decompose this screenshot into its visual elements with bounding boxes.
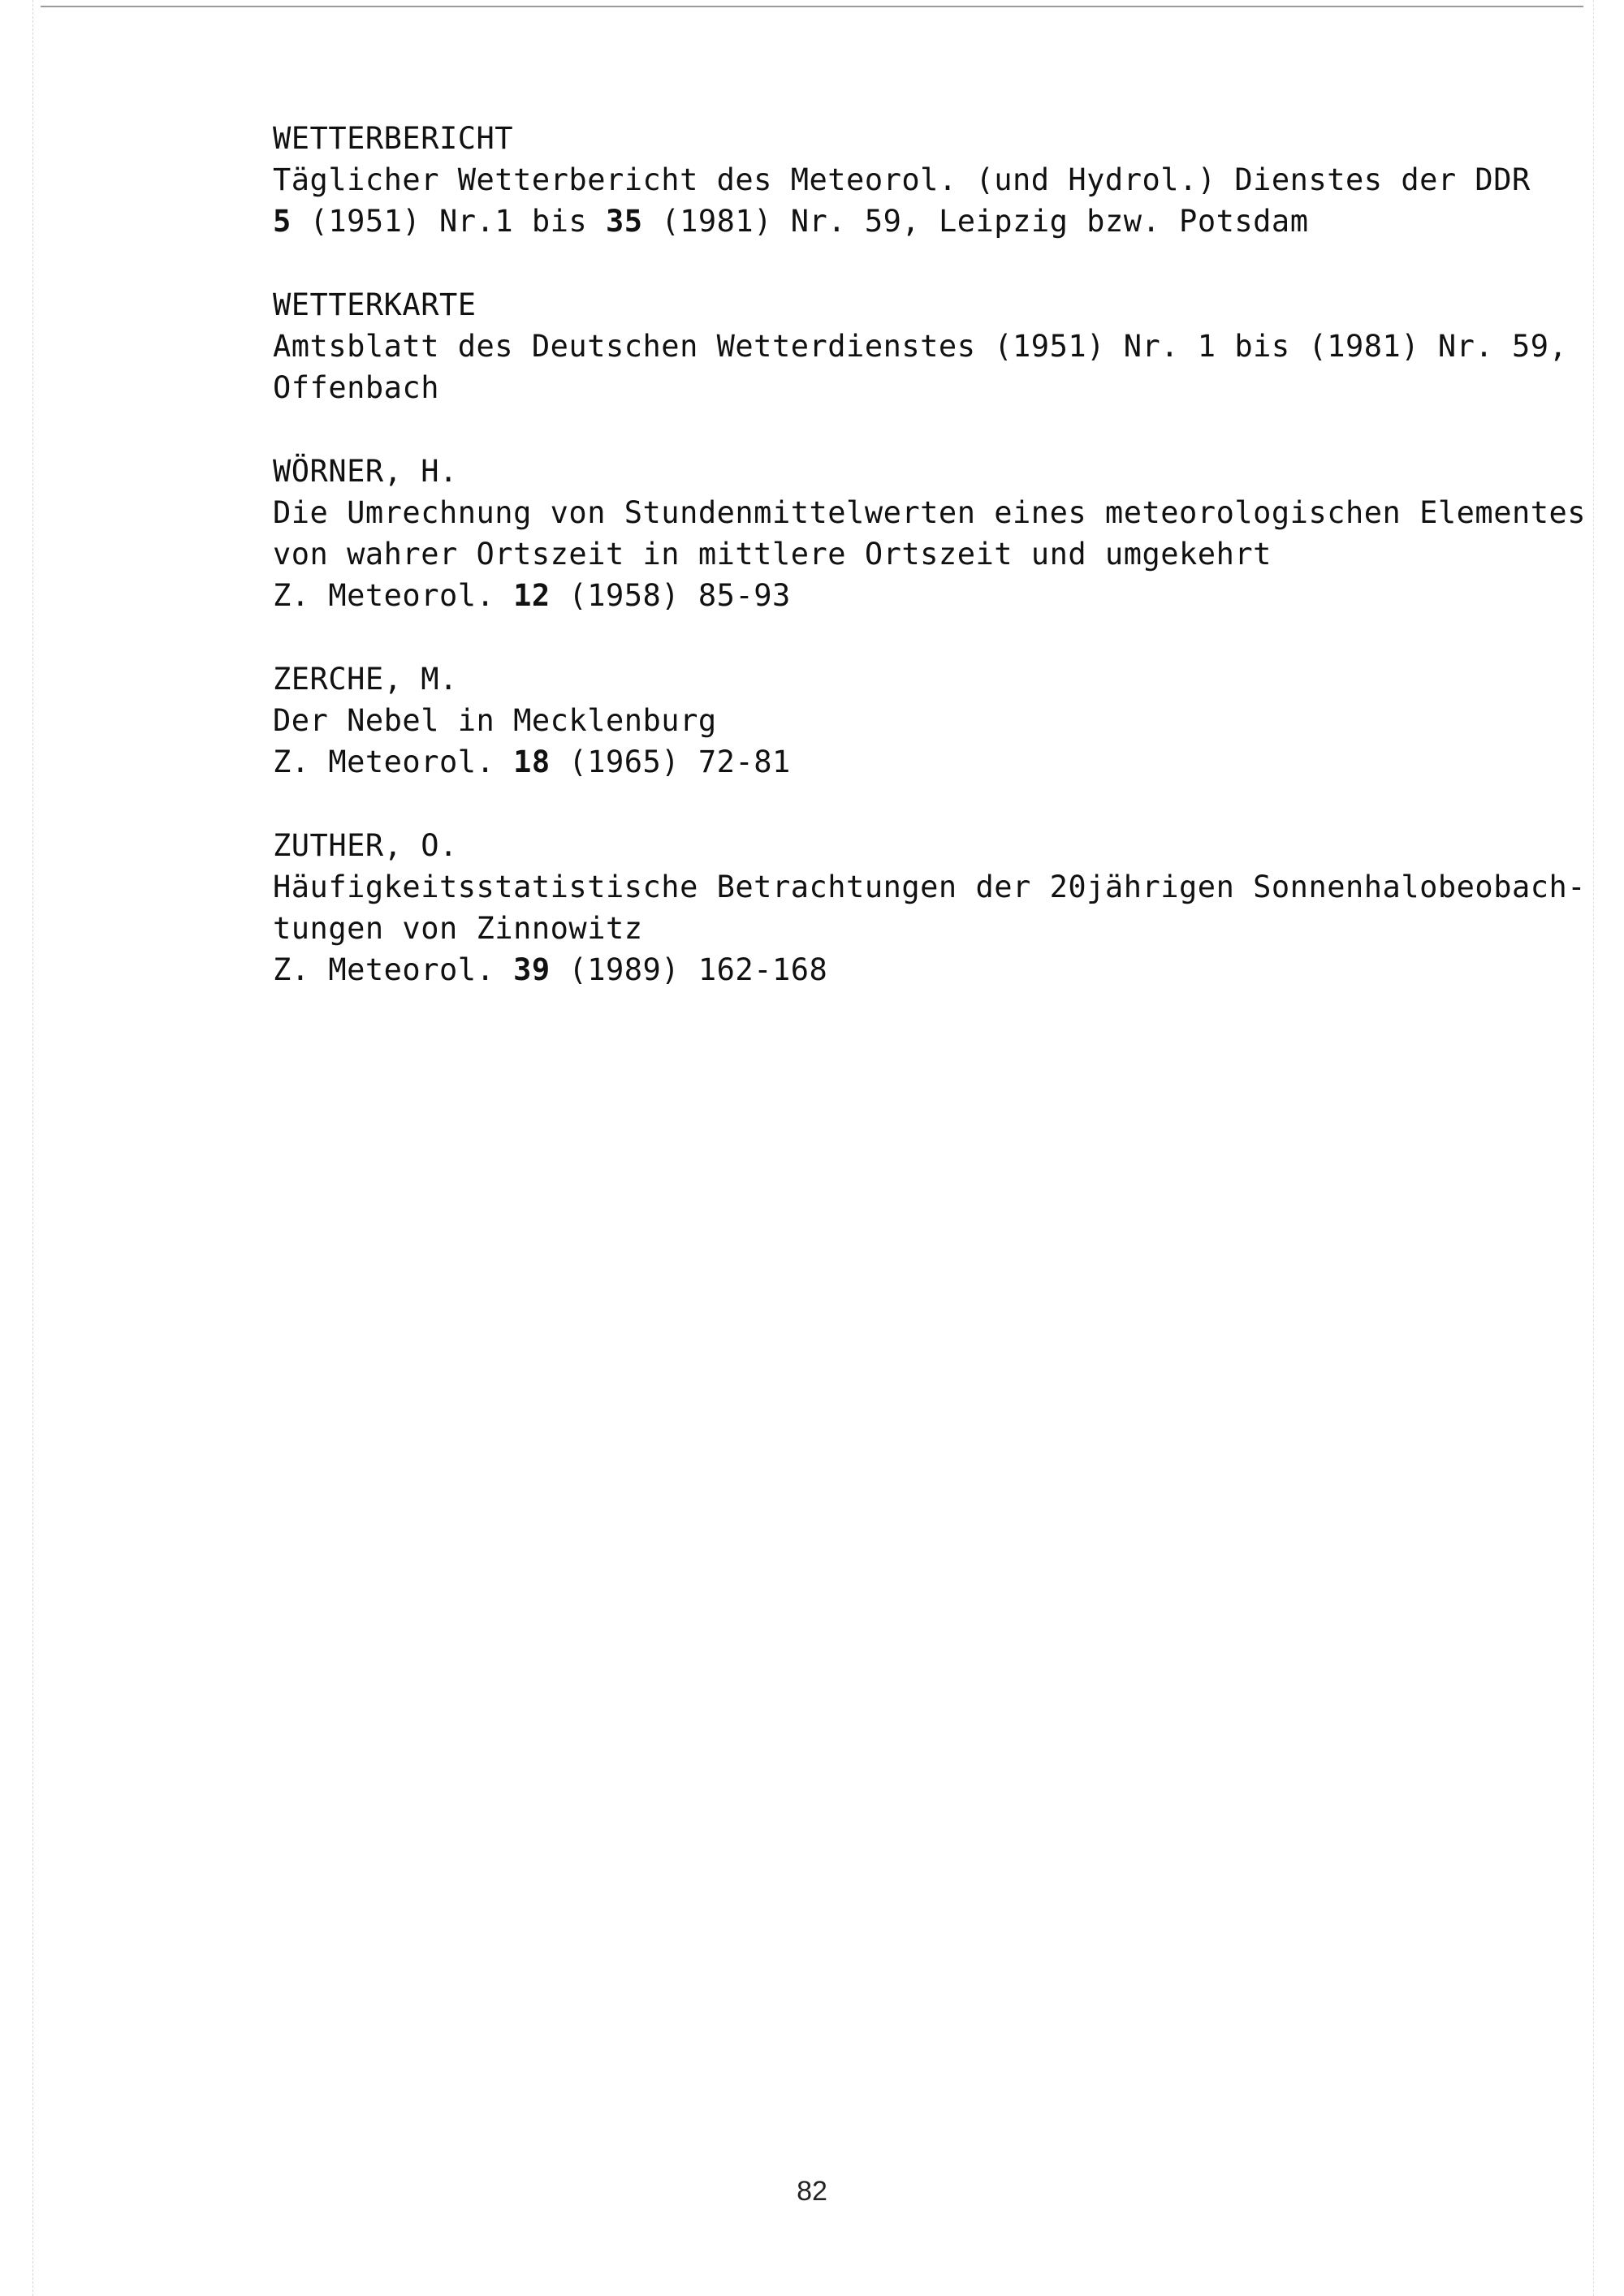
entry-volume: 5 [273, 204, 292, 239]
entry-title: Die Umrechnung von Stundenmittelwerten eines meteorologischen Elementes [273, 495, 1587, 530]
scan-right-edge [1593, 0, 1594, 2296]
bibliography-entry [273, 825, 1587, 990]
bibliography-entry [273, 284, 1568, 408]
entry-source [273, 949, 1475, 990]
entry-source-text: (1958) 85-93 [550, 578, 791, 613]
bibliography-entry [273, 658, 1475, 783]
entry-author: ZERCHE, M. [273, 662, 458, 697]
bibliography-entry [273, 451, 1587, 616]
top-rule [41, 6, 1583, 7]
entry-title: Der Nebel in Mecklenburg [273, 703, 717, 738]
entry-title: von wahrer Ortszeit in mittlere Ortszeit und umgekehrt [273, 537, 1272, 572]
entry-journal: Z. Meteorol. [273, 578, 514, 613]
entry-title: tungen von Zinnowitz [273, 911, 643, 946]
entry-title: Täglicher Wetterbericht des Meteorol. (und Hydrol.) Dienstes der DDR [273, 162, 1531, 197]
scan-left-edge [32, 0, 33, 2296]
entry-source [273, 575, 1475, 616]
page-number: 82 [797, 2176, 827, 2207]
entry-title: Häufigkeitsstatistische Betrachtungen der 20jährigen Sonnenhalobeobach- [273, 870, 1587, 904]
entry-journal: Z. Meteorol. [273, 952, 514, 987]
entry-source [273, 201, 1475, 242]
entry-volume: 18 [513, 744, 551, 779]
entry-source-text: (1951) Nr.1 bis [291, 204, 606, 239]
entry-author: WETTERKARTE [273, 287, 477, 322]
entry-volume: 12 [513, 578, 551, 613]
bibliography-entry [273, 118, 1531, 242]
entry-source-text: (1965) 72-81 [550, 744, 791, 779]
bibliography-list [273, 118, 1587, 1033]
entry-source-text: (1981) Nr. 59, Leipzig bzw. Potsdam [642, 204, 1309, 239]
entry-title: Offenbach [273, 370, 439, 405]
entry-author: ZUTHER, O. [273, 828, 458, 863]
entry-author: WETTERBERICHT [273, 121, 514, 156]
entry-author: WÖRNER, H. [273, 454, 458, 489]
entry-source-text: (1989) 162-168 [550, 952, 828, 987]
entry-volume: 35 [605, 204, 643, 239]
entry-source [273, 741, 1475, 783]
entry-title: Amtsblatt des Deutschen Wetterdienstes (1951) Nr. 1 bis (1981) Nr. 59, [273, 329, 1568, 364]
entry-volume: 39 [513, 952, 551, 987]
entry-journal: Z. Meteorol. [273, 744, 514, 779]
